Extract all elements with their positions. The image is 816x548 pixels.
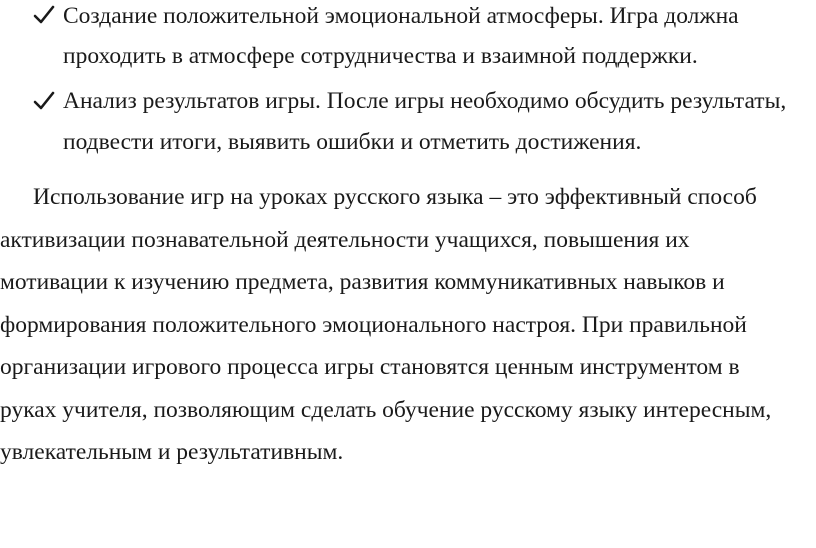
paragraph-line: увлекательным и результативным.: [0, 439, 344, 465]
paragraph-line: организации игрового процесса игры становятся ценным инструментом в: [0, 354, 740, 380]
bullet-text-line: подвести итоги, выявить ошибки и отметить достижения.: [63, 129, 642, 155]
bullet-text-line: Анализ результатов игры. После игры необходимо обсудить результаты,: [63, 88, 787, 114]
checkmark-icon: [33, 90, 55, 112]
paragraph-line: руках учителя, позволяющим сделать обучение русскому языку интересным,: [0, 397, 772, 423]
bullet-text-line: проходить в атмосфере сотрудничества и взаимной поддержки.: [63, 43, 698, 69]
paragraph-line: мотивации к изучению предмета, развития коммуникативных навыков и: [0, 269, 725, 295]
paragraph-line: формирования положительного эмоционального настроя. При правильной: [0, 312, 747, 338]
bullet-text-line: Создание положительной эмоциональной атмосферы. Игра должна: [63, 3, 739, 29]
paragraph-line: активизации познавательной деятельности учащихся, повышения их: [0, 227, 690, 253]
checkmark-icon: [33, 4, 55, 26]
paragraph-line: Использование игр на уроках русского языка – это эффективный способ: [33, 184, 757, 210]
